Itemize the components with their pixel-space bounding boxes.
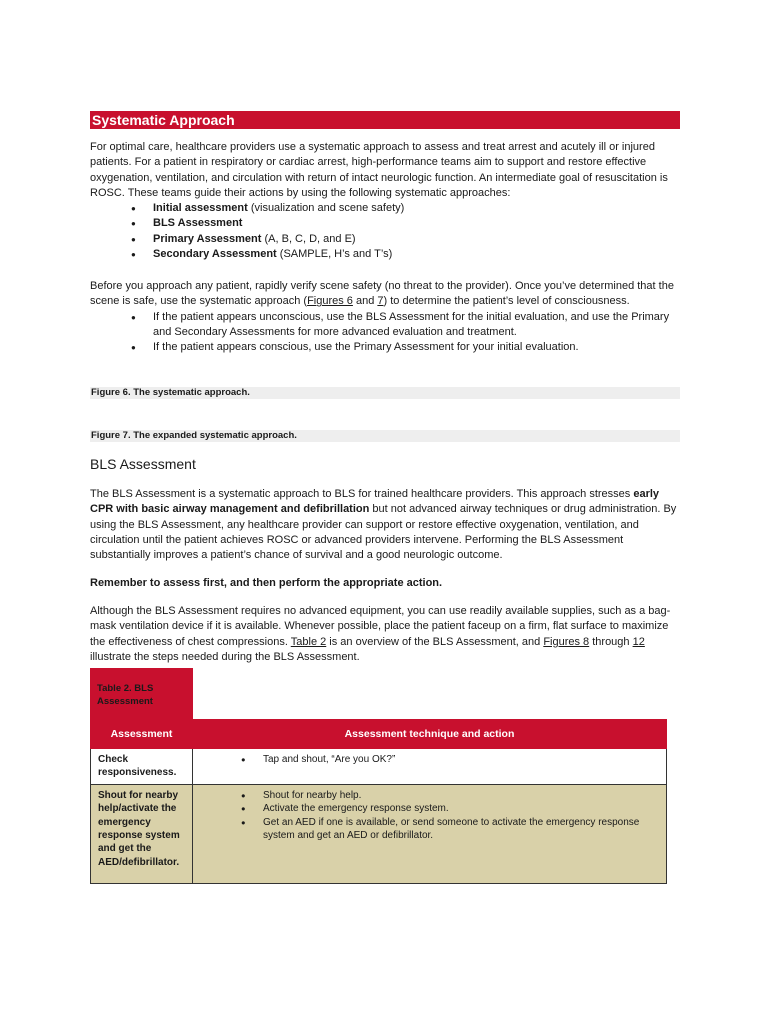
list-item: ● If the patient appears conscious, use the Primary Assessment for your initial evaluation. xyxy=(90,340,678,355)
bls-paragraph: The BLS Assessment is a systematic approach to BLS for trained healthcare providers. This approach stresses early CPR with basic airway management and defibrillation but not advanced airway techniques or drug administration. By using the BLS Assessment, any healthcare provider can support or restore effective oxygenation, ventilation, and circulation until the patient achieves ROSC or advanced providers intervene. Performing the BLS Assessment substantially improves a patient’s chance of survival and a good neurologic outcome. xyxy=(90,488,677,562)
list-item: ● Secondary Assessment (SAMPLE, H’s and T’s) xyxy=(90,247,678,262)
list-item: ● Primary Assessment (A, B, C, D, and E) xyxy=(90,232,678,247)
action-cell xyxy=(193,784,667,883)
scene-section xyxy=(90,279,678,355)
list-item: ● If the patient appears unconscious, use the BLS Assessment for the initial evaluation, and use the Primary and Secondary Assessments for more advanced evaluation and treatment. xyxy=(90,310,678,341)
figure-7-link[interactable]: 7 xyxy=(377,295,384,308)
figure-12-link[interactable]: 12 xyxy=(632,635,645,648)
scene-paragraph: Before you approach any patient, rapidly verify scene safety (no threat to the provider). Once you’ve determined that the scene is safe, use the systematic approach (Figures 6 and 7) to determine the patient’s level of consciousness. xyxy=(90,280,674,308)
intro-paragraph: For optimal care, healthcare providers use a systematic approach to assess and treat arrest and acutely ill or injured patients. For a patient in respiratory or cardiac arrest, high-performance teams aim to support and restore effective oxygenation, ventilation, and circulation with return of intact neurologic function. An intermediate goal of resuscitation is ROSC. These teams guide their actions by using the following systematic approaches: xyxy=(90,141,668,199)
consciousness-list xyxy=(90,310,678,356)
column-header: Assessment technique and action xyxy=(193,720,667,749)
column-header: Assessment xyxy=(91,720,193,749)
list-item: ● Tap and shout, “Are you OK?” xyxy=(200,753,659,767)
bls-heading: BLS Assessment xyxy=(90,456,196,472)
bls-assessment-table xyxy=(90,719,667,884)
figures-6-link[interactable]: Figures 6 xyxy=(307,295,353,308)
list-item: ● Shout for nearby help. xyxy=(200,789,659,803)
figures-8-link[interactable]: Figures 8 xyxy=(543,635,590,648)
table-2-link[interactable]: Table 2 xyxy=(290,635,327,648)
table-caption: Table 2. BLS Assessment xyxy=(90,668,193,719)
table-row xyxy=(91,784,667,883)
list-item: ● Initial assessment (visualization and scene safety) xyxy=(90,201,678,216)
action-cell xyxy=(193,749,667,785)
remember-note: Remember to assess first, and then perform the appropriate action. xyxy=(90,577,443,589)
figure-6-caption: Figure 6. The systematic approach. xyxy=(90,387,680,399)
approach-list xyxy=(90,201,678,262)
assessment-cell: Shout for nearby help/activate the emergency response system and get the AED/defibrillator. xyxy=(91,784,193,883)
list-item: ● Activate the emergency response system. xyxy=(200,802,659,816)
list-item: ● BLS Assessment xyxy=(90,216,678,231)
intro-section xyxy=(90,140,678,262)
figure-7-caption: Figure 7. The expanded systematic approach. xyxy=(90,430,680,442)
table-row xyxy=(91,749,667,785)
section-title: Systematic Approach xyxy=(90,111,680,129)
list-item: ● Get an AED if one is available, or send someone to activate the emergency response system and get an AED or defibrillator. xyxy=(200,816,659,843)
assessment-cell: Check responsiveness. xyxy=(91,749,193,785)
equipment-paragraph: Although the BLS Assessment requires no advanced equipment, you can use readily available supplies, such as a bag-mask ventilation device if it is available. Whenever possible, place the patient faceup on a firm, flat surface to maximize the effectiveness of chest compressions. Table 2 is an overview of the BLS Assessment, and Figures 8 through 12 illustrate the steps needed during the BLS Assessment. xyxy=(90,605,671,663)
